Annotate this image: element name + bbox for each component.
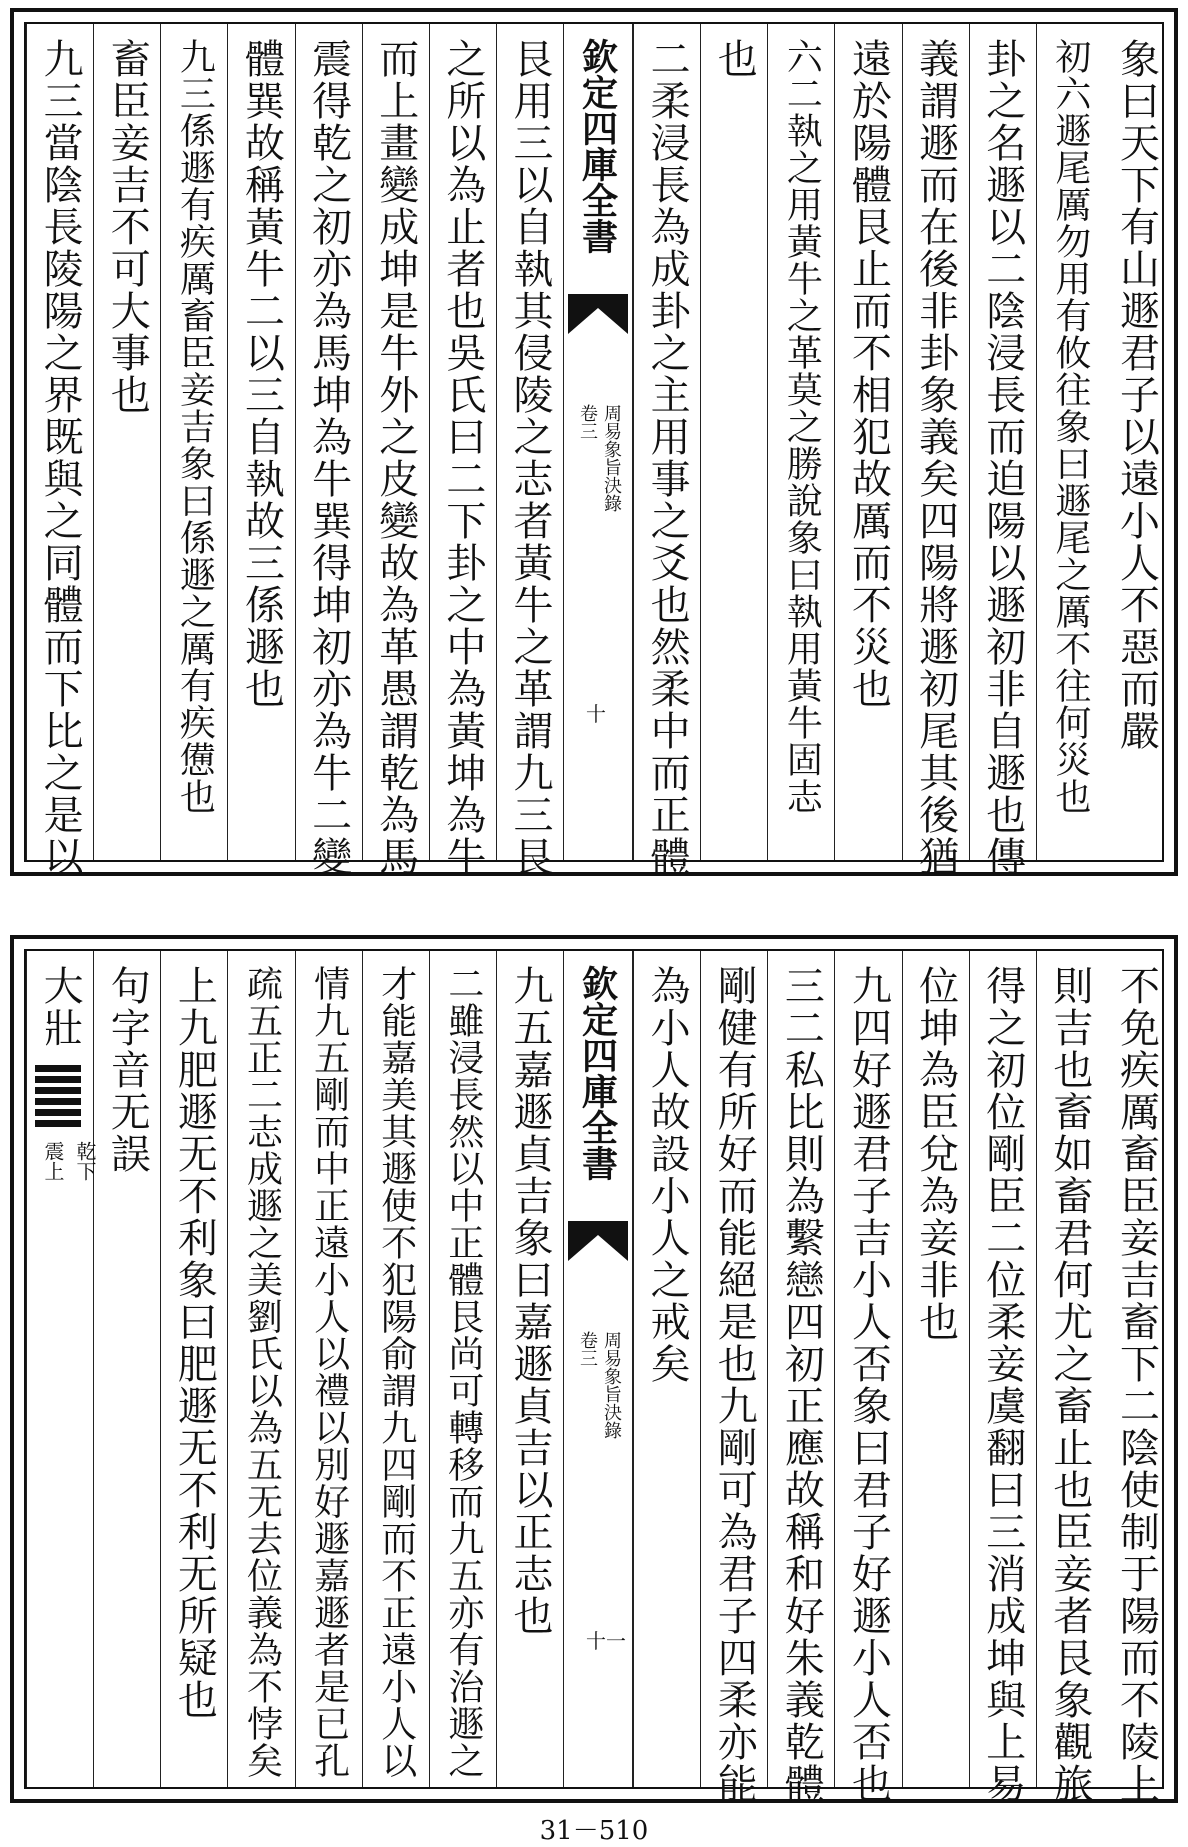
top_page-band-subtitle: 周易象旨決錄 [601, 404, 622, 512]
top_page-column-text: 九三係遯有疾厲畜臣妾吉象曰係遯之厲有疾憊也 [174, 38, 216, 815]
bottom_page-column [1103, 951, 1170, 1805]
top_page-center-band [563, 24, 633, 860]
hexagram-icon [35, 1061, 81, 1131]
bottom_page-band-subtitle: 周易象旨決錄 [601, 1331, 622, 1439]
top_page-band-volume: 卷三 [577, 404, 598, 440]
top_page-column [1103, 24, 1170, 860]
bottom_page-column-text: 情九五剛而中正遠小人以禮以別好遯嘉遯者是已孔 [308, 965, 350, 1779]
bottom_page-column-text: 位坤為臣兌為妾非也 [912, 965, 959, 1343]
bottom_page-column-text: 得之初位剛臣二位柔妾虞翻曰三消成坤與上易 [979, 965, 1026, 1805]
top_page-column-text: 初六遯尾厲勿用有攸往象曰遯尾之厲不往何災也 [1049, 38, 1091, 815]
bottom_page-column [496, 951, 563, 1787]
bottom_page-column [633, 951, 700, 1787]
bottom_page-column [26, 951, 97, 1787]
top_page-fishtail-mark [568, 294, 628, 334]
bottom_page-column-text: 句字音无誤 [104, 965, 151, 1175]
top_page-band-title: 欽定四庫全書 [576, 38, 619, 254]
top_page-column-text: 象曰天下有山遯君子以遠小人不惡而嚴 [1113, 38, 1160, 752]
top_page-column [700, 24, 767, 860]
bottom_page-column [969, 951, 1036, 1805]
top-page-frame [24, 22, 1164, 878]
bottom_page-column [1036, 951, 1103, 1805]
page-footer-number: 31－510 [539, 1816, 649, 1846]
bottom_page-column-text: 剛健有所好而能絕是也九剛可為君子四柔亦能 [711, 965, 758, 1805]
top_page-column [160, 24, 227, 860]
bottom_page-band-title: 欽定四庫全書 [576, 965, 619, 1181]
bottom_page-column [295, 951, 362, 1787]
top_page-column [969, 24, 1036, 878]
bottom_page-column [429, 951, 496, 1787]
top_page-column-text: 二柔浸長為成卦之主用事之爻也然柔中而正體 [644, 38, 691, 878]
top_page-column [227, 24, 294, 860]
top_page-column-text: 六二執之用黃牛之革莫之勝說象曰執用黃牛固志 [781, 38, 823, 815]
hexagram-lower-label: 乾下 [73, 1141, 97, 1181]
bottom_page-band-volume: 卷三 [577, 1331, 598, 1367]
bottom_page-column-text: 大壯 [37, 965, 84, 1049]
bottom_page-column-text: 二雖浸長然以中正體艮尚可轉移而九五亦有治遯之 [442, 965, 484, 1779]
bottom_page-column [93, 951, 160, 1787]
bottom_page-column [767, 951, 834, 1805]
top-page [10, 8, 1178, 876]
bottom_page-column [160, 951, 227, 1787]
bottom_page-column [362, 951, 429, 1787]
top_page-column [429, 24, 496, 878]
top_page-column [902, 24, 969, 878]
bottom_page-column-text: 才能嘉美其遯使不犯陽俞謂九四剛而不正遠小人以 [375, 965, 417, 1779]
top_page-band-page-number: 十 [586, 702, 606, 726]
hexagram-upper-label: 震上 [41, 1141, 65, 1181]
top_page-column [767, 24, 834, 860]
top_page-column-text: 也 [711, 38, 758, 80]
bottom_page-column-text: 則吉也畜如畜君何尤之畜止也臣妾者艮象觀旅 [1046, 965, 1093, 1805]
bottom_page-column-text: 九四好遯君子吉小人否象曰君子好遯小人否也 [845, 965, 892, 1805]
top_page-column [26, 24, 93, 878]
top_page-column [295, 24, 362, 878]
bottom_page-column-text: 疏五正二志成遯之美劉氏以為五无去位義為不悖矣 [241, 965, 283, 1779]
top_page-column-text: 之所以為止者也吳氏曰二下卦之中為黃坤為牛 [439, 38, 486, 878]
bottom_page-column [227, 951, 294, 1787]
bottom_page-column-text: 三二私比則為繫戀四初正應故稱和好朱義乾體 [778, 965, 825, 1805]
bottom_page-band-page-number: 十一 [586, 1629, 626, 1653]
bottom-page-frame [24, 949, 1164, 1805]
bottom_page-column-text: 不免疾厲畜臣妾吉畜下二陰使制于陽而不陵上 [1113, 965, 1160, 1805]
bottom_page-column [700, 951, 767, 1805]
bottom_page-fishtail-mark [568, 1221, 628, 1261]
top_page-column-text: 艮用三以自執其侵陵之志者黃牛之革謂九三艮 [506, 38, 553, 878]
top_page-column-text: 卦之名遯以二陰浸長而迫陽以遯初非自遯也傳 [979, 38, 1026, 878]
top_page-column [362, 24, 429, 878]
bottom_page-column-text: 為小人故設小人之戒矣 [644, 965, 691, 1385]
bottom_page-column [834, 951, 901, 1805]
top_page-column [496, 24, 563, 878]
top_page-column-text: 而上畫變成坤是牛外之皮變故為革愚謂乾為馬 [372, 38, 419, 878]
top_page-column-text: 體巽故稱黃牛二以三自執故三係遯也 [238, 38, 285, 710]
top_page-column-text: 震得乾之初亦為馬坤為牛巽得坤初亦為牛二變 [305, 38, 352, 878]
top_page-column [93, 24, 160, 860]
top_page-column [633, 24, 700, 878]
bottom_page-column [902, 951, 969, 1787]
top_page-column [834, 24, 901, 860]
top_page-column [1036, 24, 1103, 860]
top_page-column-text: 義謂遯而在後非卦象義矣四陽將遯初尾其後猶 [912, 38, 959, 878]
bottom_page-column-text: 九五嘉遯貞吉象曰嘉遯貞吉以正志也 [506, 965, 553, 1637]
top_page-column-text: 九三當陰長陵陽之界既與之同體而下比之是以 [37, 38, 84, 878]
top_page-column-text: 遠於陽體艮止而不相犯故厲而不災也 [845, 38, 892, 710]
bottom_page-center-band [563, 951, 633, 1787]
bottom_page-column-text: 上九肥遯无不利象曰肥遯无不利无所疑也 [171, 965, 218, 1721]
bottom-page [10, 935, 1178, 1803]
top_page-column-text: 畜臣妾吉不可大事也 [104, 38, 151, 416]
